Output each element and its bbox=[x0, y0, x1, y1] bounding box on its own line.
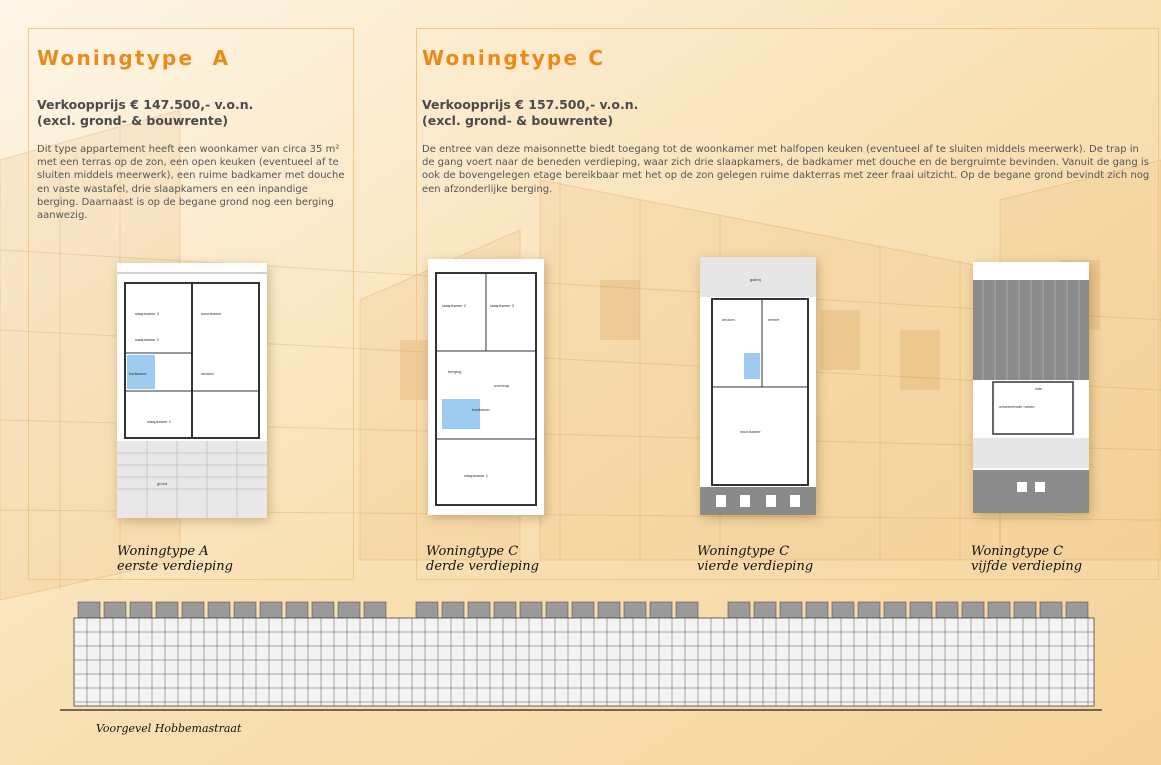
caption-c5-line2: vijfde verdieping bbox=[971, 559, 1083, 574]
woningtype-c-price bbox=[422, 97, 638, 129]
woningtype-c-description: De entree van deze maisonnette biedt toegang tot de woonkamer met halfopen keuken (eventueel af te sluiten middels meerwerk). De trap in de gang voert naar de beneden verdieping, waar zich drie slaapkamers, de badkamer met douche en de bergruimte bevinden. Vanuit de gang is ook de bovengelegen etage bereikbaar met het op de zon gelegen ruime dakterras met zeer fraai uitzicht. Op de begane grond bevindt zich nog een afzonderlijke berging. bbox=[422, 144, 1150, 195]
facade-roof-unit bbox=[832, 602, 854, 618]
floorplan-c-third-floor bbox=[428, 259, 544, 515]
facade-roof-unit bbox=[1014, 602, 1036, 618]
plan-a-room6: slaapkamer 1 bbox=[147, 419, 172, 424]
facade-roof-unit bbox=[624, 602, 646, 618]
facade-roof-unit bbox=[208, 602, 230, 618]
facade-roof-unit bbox=[728, 602, 750, 618]
plan-a-ground-label: grond bbox=[157, 481, 168, 486]
woningtype-a-description: Dit type appartement heeft een woonkamer van circa 35 m² met een terras op de zon, een open keuken (eventueel af te sluiten middels meerwerk), een ruime badkamer met douche en vaste wastafel, drie slaapkamers en een inpandige berging. Daarnaast is op de begane grond nog een berging aanwezig. bbox=[37, 144, 345, 222]
price-a-value: Verkoopprijs € 147.500,- v.o.n. bbox=[37, 97, 254, 112]
facade-roof-unit bbox=[78, 602, 100, 618]
floorplan-c-fifth-floor bbox=[973, 262, 1089, 513]
facade-roof-unit bbox=[650, 602, 672, 618]
facade-roof-unit bbox=[234, 602, 256, 618]
facade-roof-unit bbox=[130, 602, 152, 618]
woningtype-c-title: Woningtype C bbox=[422, 46, 606, 70]
plan-c3-room5: badkamer bbox=[472, 407, 490, 412]
facade-roof-unit bbox=[442, 602, 464, 618]
caption-c5-line1: Woningtype C bbox=[971, 544, 1064, 559]
facade-roof-unit bbox=[494, 602, 516, 618]
floorplan-a-first-floor bbox=[117, 263, 267, 518]
facade-roof-unit bbox=[780, 602, 802, 618]
woningtype-a-price bbox=[37, 97, 253, 129]
caption-floorplan-c4 bbox=[697, 544, 813, 574]
facade-elevation bbox=[60, 588, 1102, 716]
facade-roof-unit bbox=[754, 602, 776, 618]
floorplan-c-fourth-floor bbox=[700, 257, 816, 515]
plan-a-room3: slaapkamer 2 bbox=[135, 337, 160, 342]
caption-c4-line1: Woningtype C bbox=[697, 544, 790, 559]
caption-floorplan-c3 bbox=[426, 544, 539, 574]
plan-a-room5: keuken bbox=[201, 371, 214, 376]
facade-roof-unit bbox=[676, 602, 698, 618]
plan-a-room2: woonkamer bbox=[201, 311, 222, 316]
facade-roof-unit bbox=[286, 602, 308, 618]
facade-roof-unit bbox=[546, 602, 568, 618]
facade-roof-unit bbox=[1040, 602, 1062, 618]
plan-c3-room1: slaapkamer 2 bbox=[442, 303, 467, 308]
plan-c3-room6: slaapkamer 1 bbox=[464, 473, 489, 478]
plan-a-room4: badkamer bbox=[129, 371, 147, 376]
plan-c4-room1: keuken bbox=[722, 317, 735, 322]
caption-c4-line2: vierde verdieping bbox=[697, 559, 814, 574]
facade-roof-unit bbox=[338, 602, 360, 618]
plan-c4-room0: galerij bbox=[750, 277, 761, 282]
plan-c4-room3: woonkamer bbox=[740, 429, 761, 434]
facade-roof-unit bbox=[988, 602, 1010, 618]
price-c-note: (excl. grond- & bouwrente) bbox=[422, 113, 614, 128]
facade-roof-unit bbox=[884, 602, 906, 618]
facade-roof-unit bbox=[312, 602, 334, 618]
plan-c3-room3: berging bbox=[448, 369, 462, 374]
caption-floorplan-c5 bbox=[971, 544, 1082, 574]
facade-roof-unit bbox=[416, 602, 438, 618]
caption-a-line2: eerste verdieping bbox=[117, 559, 233, 574]
price-a-note: (excl. grond- & bouwrente) bbox=[37, 113, 229, 128]
facade-roof-unit bbox=[104, 602, 126, 618]
woningtype-a-title: Woningtype A bbox=[37, 46, 231, 70]
facade-roof-unit bbox=[858, 602, 880, 618]
plan-a-room1: slaapkamer 3 bbox=[135, 311, 160, 316]
facade-roof-unit bbox=[910, 602, 932, 618]
facade-roof-unit bbox=[598, 602, 620, 618]
plan-c5-room2: onbenoemde ruimte bbox=[999, 404, 1035, 409]
plan-c4-room2: entree bbox=[768, 317, 780, 322]
facade-roof-unit bbox=[936, 602, 958, 618]
caption-c3-line2: derde verdieping bbox=[426, 559, 539, 574]
facade-roof-unit bbox=[1066, 602, 1088, 618]
facade-roof-unit bbox=[520, 602, 542, 618]
facade-roof-unit bbox=[260, 602, 282, 618]
plan-c3-room2: slaapkamer 3 bbox=[490, 303, 515, 308]
plan-c3-room4: overloop bbox=[494, 383, 510, 388]
facade-roof-unit bbox=[364, 602, 386, 618]
facade-roof-unit bbox=[806, 602, 828, 618]
caption-floorplan-a bbox=[117, 544, 233, 574]
facade-caption: Voorgevel Hobbemastraat bbox=[96, 722, 242, 735]
facade-roof-unit bbox=[182, 602, 204, 618]
facade-roof-unit bbox=[468, 602, 490, 618]
plan-c5-room1: vide bbox=[1035, 386, 1043, 391]
facade-roof-unit bbox=[962, 602, 984, 618]
caption-c3-line1: Woningtype C bbox=[426, 544, 519, 559]
facade-roof-unit bbox=[572, 602, 594, 618]
price-c-value: Verkoopprijs € 157.500,- v.o.n. bbox=[422, 97, 639, 112]
caption-a-line1: Woningtype A bbox=[117, 544, 209, 559]
facade-roof-unit bbox=[156, 602, 178, 618]
